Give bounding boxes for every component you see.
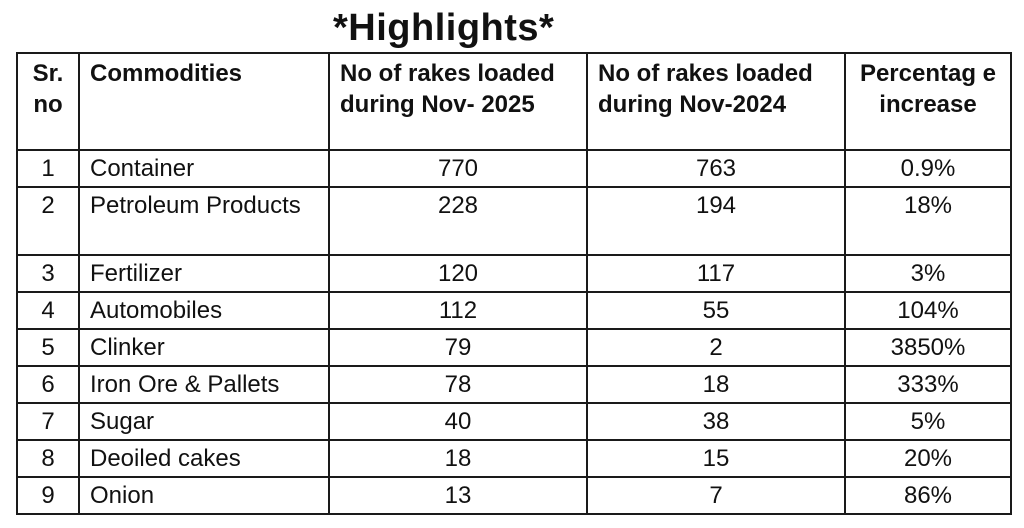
header-rakes-nov-2024: No of rakes loaded during Nov-2024 <box>587 53 845 150</box>
cell-rakes-nov-2024: 2 <box>587 329 845 366</box>
cell-commodity: Fertilizer <box>79 255 329 292</box>
table-row <box>17 477 1011 514</box>
cell-percentage-increase: 20% <box>845 440 1011 477</box>
page-title: *Highlights* <box>333 7 555 49</box>
table-row <box>17 150 1011 187</box>
cell-rakes-nov-2024: 117 <box>587 255 845 292</box>
cell-rakes-nov-2025: 78 <box>329 366 587 403</box>
header-rakes-nov-2025: No of rakes loaded during Nov- 2025 <box>329 53 587 150</box>
table-row <box>17 440 1011 477</box>
cell-commodity: Onion <box>79 477 329 514</box>
cell-rakes-nov-2025: 13 <box>329 477 587 514</box>
cell-sr-no: 6 <box>17 366 79 403</box>
cell-commodity: Clinker <box>79 329 329 366</box>
cell-rakes-nov-2024: 763 <box>587 150 845 187</box>
cell-rakes-nov-2025: 228 <box>329 187 587 255</box>
cell-sr-no: 8 <box>17 440 79 477</box>
cell-percentage-increase: 0.9% <box>845 150 1011 187</box>
cell-sr-no: 5 <box>17 329 79 366</box>
highlights-table <box>16 52 1012 515</box>
cell-rakes-nov-2025: 112 <box>329 292 587 329</box>
cell-percentage-increase: 333% <box>845 366 1011 403</box>
table-row <box>17 403 1011 440</box>
cell-sr-no: 7 <box>17 403 79 440</box>
header-sr-no: Sr. no <box>17 53 79 150</box>
cell-rakes-nov-2024: 18 <box>587 366 845 403</box>
cell-rakes-nov-2025: 40 <box>329 403 587 440</box>
cell-rakes-nov-2025: 120 <box>329 255 587 292</box>
table-row <box>17 366 1011 403</box>
cell-percentage-increase: 104% <box>845 292 1011 329</box>
cell-rakes-nov-2024: 7 <box>587 477 845 514</box>
cell-sr-no: 1 <box>17 150 79 187</box>
header-commodities: Commodities <box>79 53 329 150</box>
table-row <box>17 329 1011 366</box>
cell-sr-no: 3 <box>17 255 79 292</box>
cell-rakes-nov-2024: 55 <box>587 292 845 329</box>
cell-rakes-nov-2025: 770 <box>329 150 587 187</box>
cell-percentage-increase: 5% <box>845 403 1011 440</box>
cell-percentage-increase: 18% <box>845 187 1011 255</box>
cell-commodity: Petroleum Products <box>79 187 329 255</box>
cell-sr-no: 9 <box>17 477 79 514</box>
table-row <box>17 292 1011 329</box>
cell-sr-no: 4 <box>17 292 79 329</box>
table-header-row <box>17 53 1011 150</box>
cell-commodity: Container <box>79 150 329 187</box>
cell-commodity: Sugar <box>79 403 329 440</box>
cell-commodity: Iron Ore & Pallets <box>79 366 329 403</box>
cell-rakes-nov-2024: 15 <box>587 440 845 477</box>
table-row <box>17 255 1011 292</box>
table-row <box>17 187 1011 255</box>
cell-rakes-nov-2025: 79 <box>329 329 587 366</box>
cell-commodity: Automobiles <box>79 292 329 329</box>
cell-rakes-nov-2024: 38 <box>587 403 845 440</box>
cell-rakes-nov-2024: 194 <box>587 187 845 255</box>
cell-percentage-increase: 3% <box>845 255 1011 292</box>
cell-percentage-increase: 3850% <box>845 329 1011 366</box>
cell-sr-no: 2 <box>17 187 79 255</box>
cell-percentage-increase: 86% <box>845 477 1011 514</box>
cell-rakes-nov-2025: 18 <box>329 440 587 477</box>
cell-commodity: Deoiled cakes <box>79 440 329 477</box>
header-percentage-increase: Percentag e increase <box>845 53 1011 150</box>
